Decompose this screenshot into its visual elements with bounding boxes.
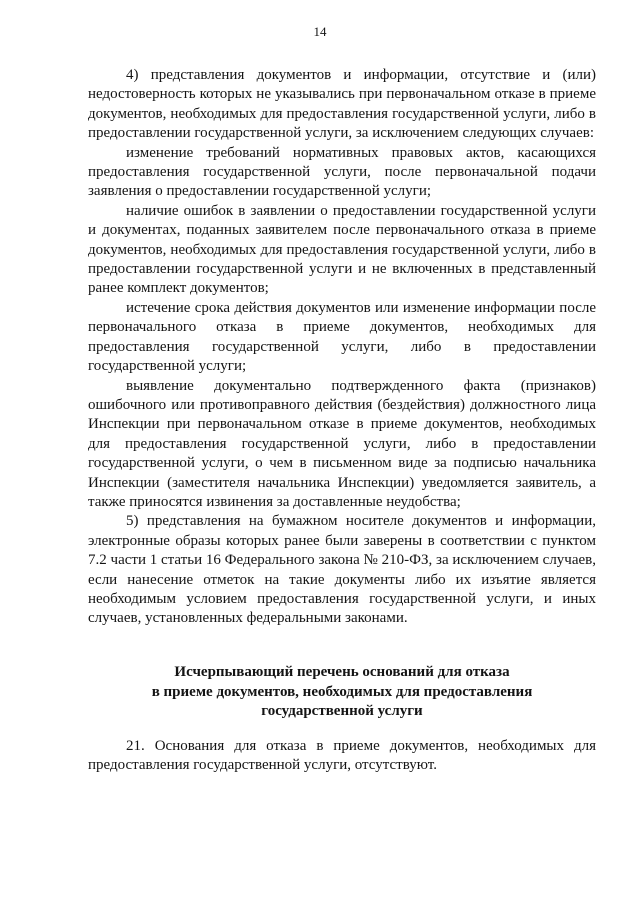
paragraph-exception-expiry: истечение срока действия документов или изменение информации после первоначального отказа в приеме документов, необходимых для предоставления государственной услуги, либо в предоставлении государственной услуги; bbox=[88, 299, 596, 375]
heading-line: государственной услуги bbox=[261, 703, 423, 719]
page-number: 14 bbox=[313, 24, 327, 39]
paragraph-exception-errors: наличие ошибок в заявлении о предоставлении государственной услуги и документах, поданных заявителем после первоначального отказа в приеме документов, необходимых для предоставления государственной услуги, либо в предоставлении государственной услуги и не включенных в представленный ранее комплект документов; bbox=[88, 202, 596, 297]
paragraph-item-4: 4) представления документов и информации, отсутствие и (или) недостоверность которых не указывались при первоначальном отказе в приеме документов, необходимых для предоставления государственной услуги, либо в предоставлении государственной услуги, за исключением следующих случаев: bbox=[88, 67, 596, 142]
heading-line: Исчерпывающий перечень оснований для отказа bbox=[174, 664, 510, 680]
paragraph-exception-wrongful-action: выявление документально подтвержденного факта (признаков) ошибочного или противоправного действия (бездействия) должностного лица Инспекции при первоначальном отказе в приеме документов, необходимых для предоставления государственной услуги, либо в предоставлении государственной услуги, о чем в письменном виде за подписью начальника Инспекции (заместителя начальника Инспекции) уведомляется заявитель, а также приносятся извинения за доставленные неудобства; bbox=[88, 377, 596, 510]
paragraph-exception-requirements: изменение требований нормативных правовых актов, касающихся предоставления государственной услуги, после первоначальной подачи заявления о предоставлении государственной услуги; bbox=[88, 144, 596, 200]
paragraph-item-5: 5) представления на бумажном носителе документов и информации, электронные образы которых ранее были заверены в соответствии с пунктом 7.2 части 1 статьи 16 Федерального закона № 210-ФЗ, за исключением случаев, если нанесение отметок на такие документы либо их изъятие является необходимым условием предоставления государственной услуги, и иных случаев, установленных федеральными законами. bbox=[88, 513, 596, 627]
closing-text bbox=[88, 737, 596, 776]
body-text bbox=[88, 66, 596, 629]
paragraph-item-21: 21. Основания для отказа в приеме документов, необходимых для предоставления государственной услуги, отсутствуют. bbox=[88, 738, 596, 774]
section-heading bbox=[88, 663, 596, 722]
heading-line: в приеме документов, необходимых для предоставления bbox=[151, 683, 533, 700]
